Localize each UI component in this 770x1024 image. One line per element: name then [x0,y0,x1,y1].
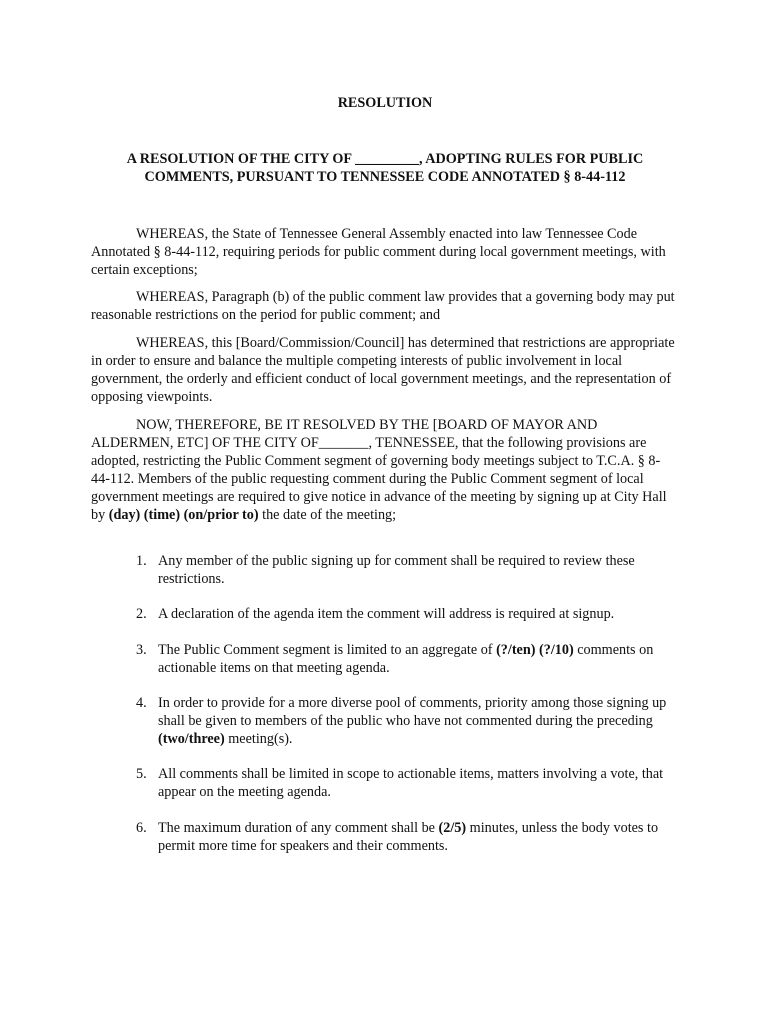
list-item-number: 3. [136,642,147,658]
resolved-text-end: the date of the meeting; [258,507,397,523]
item-text-before: In order to provide for a more diverse pool of comments, priority among those signing up shall be given to members of the public who have not commented during the preceding [158,695,667,729]
resolved-text: NOW, THEREFORE, BE IT RESOLVED BY THE [BOARD OF MAYOR AND ALDERMEN, ETC] OF THE CITY OF_______, TENNESSEE, that the following provisions are adopted, restricting the Public Comment segment of governing body meetings subject to T.C.A. § 8-44-112. Members of the public requesting comment during the Public Comment segment of local government meetings are required to give notice in advance of the meeting by signing up at City Hall by [91,417,667,523]
list-item-text [158,605,680,623]
list-item-text [158,819,680,855]
item-text-after: comments on actionable items on that meeting agenda. [158,642,654,676]
item-bold-placeholder: (?/ten) (?/10) [496,642,574,658]
document-title: RESOLUTION [337,95,433,111]
list-item-text [158,641,680,677]
list-item-number: 4. [136,695,147,711]
whereas-paragraph-1: WHEREAS, the State of Tennessee General Assembly enacted into law Tennessee Code Annotated § 8-44-112, requiring periods for public comment during local government meetings, with certain exceptions; [91,226,666,278]
resolved-bold-placeholder: (day) (time) (on/prior to) [108,507,259,523]
subtitle-line-1: A RESOLUTION OF THE CITY OF _________, ADOPTING RULES FOR PUBLIC [126,151,644,167]
item-text-after: minutes, unless the body votes to permit more time for speakers and their comments. [158,820,659,854]
item-text-before: The Public Comment segment is limited to an aggregate of [158,642,497,658]
list-item-text [158,765,680,801]
item-text-before: All comments shall be limited in scope to actionable items, matters involving a vote, that appear on the meeting agenda. [158,766,664,800]
item-bold-placeholder: (2/5) [438,820,467,836]
list-item-number: 5. [136,766,147,782]
whereas-paragraph-3: WHEREAS, this [Board/Commission/Council] has determined that restrictions are appropriate in order to ensure and balance the multiple competing interests of public involvement in local government, the orderly and efficient conduct of local government meetings, and the representation of opposing viewpoints. [91,335,675,405]
item-text-before: The maximum duration of any comment shall be [158,820,439,836]
list-item-text [158,552,680,588]
list-item-number: 2. [136,606,147,622]
item-text-before: Any member of the public signing up for comment shall be required to review these restrictions. [158,553,635,587]
list-item-number: 1. [136,553,147,569]
list-item-number: 6. [136,820,147,836]
document-subtitle [90,150,680,186]
item-text-before: A declaration of the agenda item the comment will address is required at signup. [158,606,615,622]
item-text-after: meeting(s). [224,731,293,747]
item-bold-placeholder: (two/three) [158,731,225,747]
resolved-paragraph [91,416,677,524]
subtitle-line-2: COMMENTS, PURSUANT TO TENNESSEE CODE ANNOTATED § 8-44-112 [144,169,626,185]
list-item-text [158,694,680,748]
whereas-paragraph-2: WHEREAS, Paragraph (b) of the public comment law provides that a governing body may put reasonable restrictions on the period for public comment; and [91,289,675,323]
